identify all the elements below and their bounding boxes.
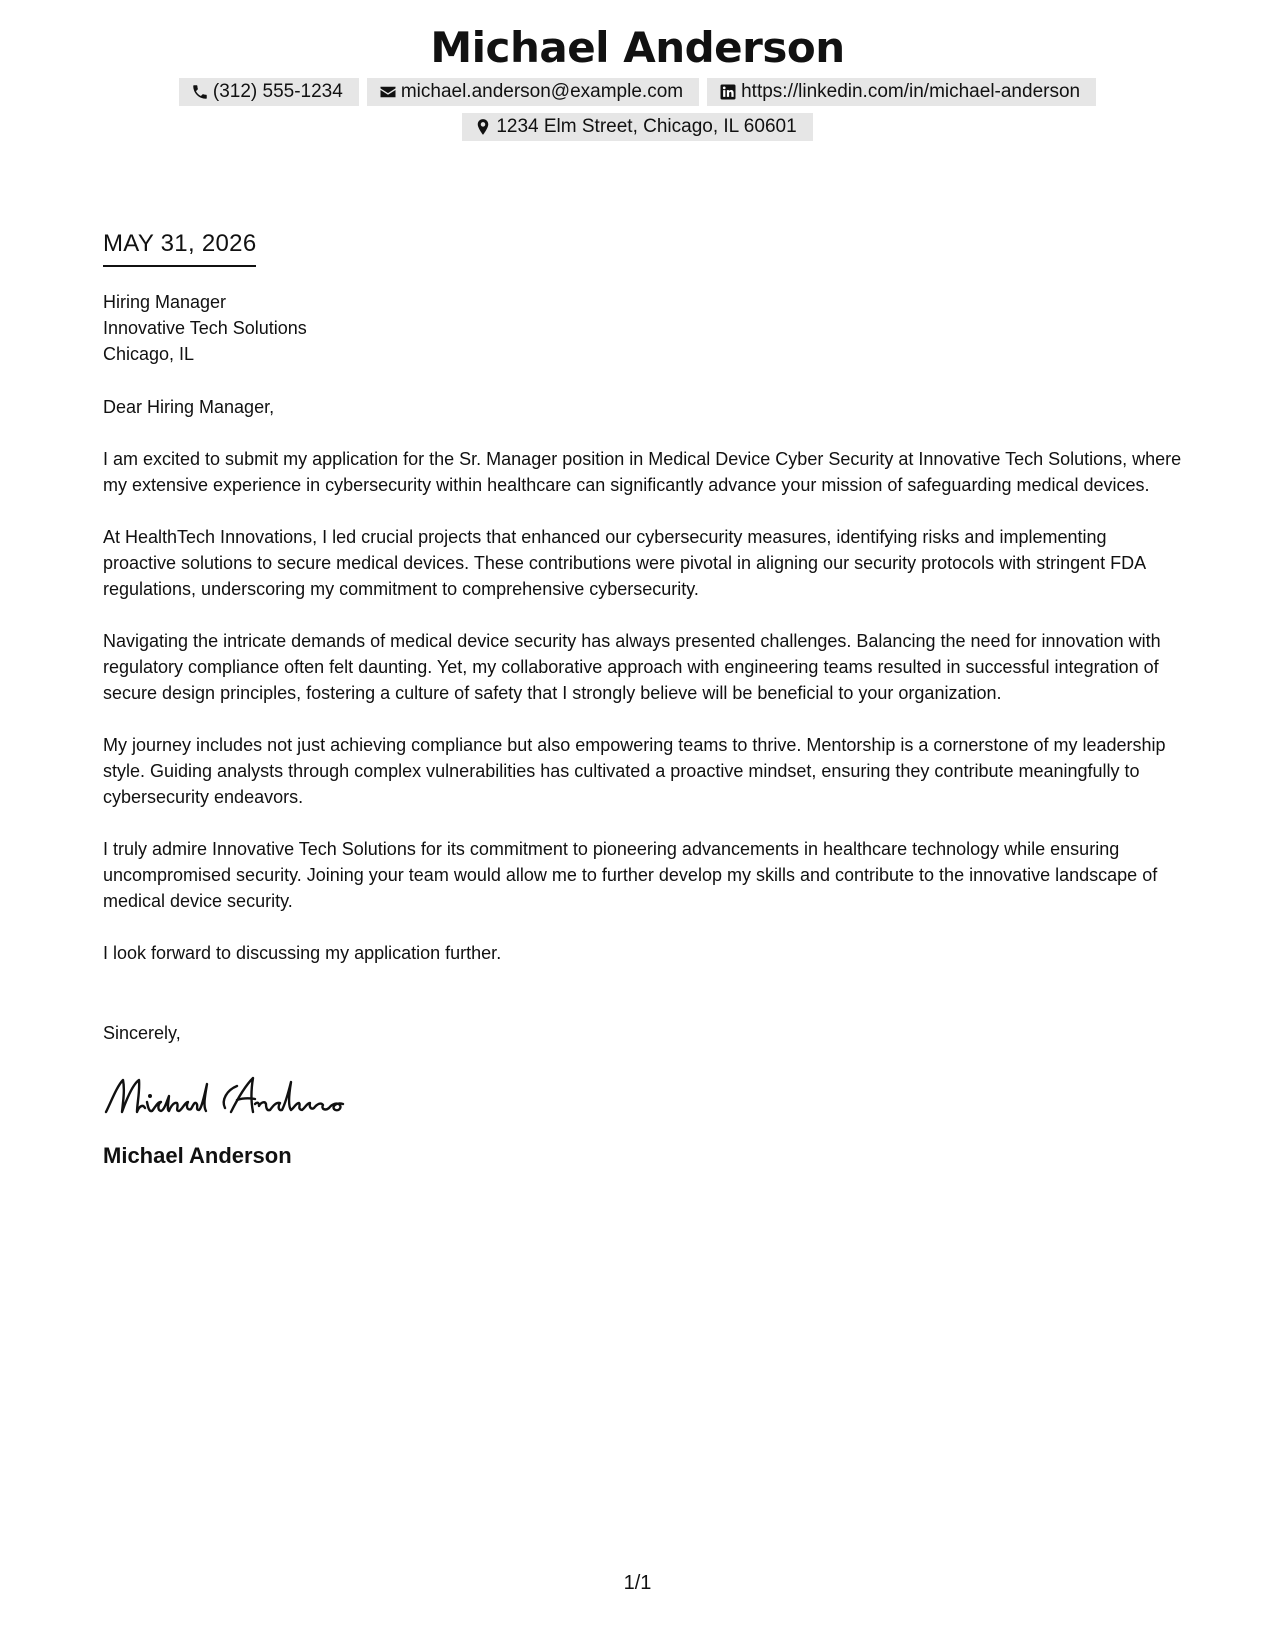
linkedin-chip[interactable] — [707, 78, 1096, 106]
phone-chip[interactable] — [179, 78, 359, 106]
phone-text: (312) 555-1234 — [212, 81, 343, 102]
sender-name: Michael Anderson — [430, 23, 845, 72]
paragraph-1: I am excited to submit my application for the Sr. Manager position in Medical Device Cyber Security at Innovative Tech Solutions, where my extensive experience in cybersecurity within healthcare can significantly advance your mission of safeguarding medical devices. — [103, 449, 1182, 495]
paragraph-2: At HealthTech Innovations, I led crucial projects that enhanced our cybersecurity measures, identifying risks and implementing proactive solutions to secure medical devices. These contributions were pivotal in aligning our security protocols with stringent FDA regulations, underscoring my commitment to comprehensive cybersecurity. — [103, 527, 1146, 599]
paragraph-6: I look forward to discussing my application further. — [103, 943, 502, 963]
recipient-location: Chicago, IL — [103, 344, 195, 364]
email-text: michael.anderson@example.com — [400, 81, 684, 102]
phone-icon — [191, 83, 209, 101]
page-number: 1/1 — [623, 1572, 652, 1594]
paragraph-3: Navigating the intricate demands of medical device security has always presented challenges. Balancing the need for innovation with regulatory compliance often felt daunting. Yet, my collaborative approach with engineering teams resulted in successful integration of secure design principles, fostering a culture of safety that I strongly believe will be beneficial to your organization. — [103, 631, 1161, 703]
salutation: Dear Hiring Manager, — [103, 397, 275, 417]
address-chip — [462, 113, 812, 141]
map-marker-icon — [474, 118, 492, 136]
letter-date: MAY 31, 2026 — [103, 228, 256, 267]
letter-body — [103, 228, 1183, 1170]
handwritten-signature — [103, 1072, 373, 1124]
recipient-company: Innovative Tech Solutions — [103, 318, 307, 338]
address-text: 1234 Elm Street, Chicago, IL 60601 — [496, 116, 797, 137]
paragraph-5: I truly admire Innovative Tech Solutions for its commitment to pioneering advancements in healthcare technology while ensuring uncompromised security. Joining your team would allow me to further develop my skills and contribute to the innovative landscape of medical device security. — [103, 839, 1158, 911]
envelope-icon — [379, 83, 397, 101]
signature — [103, 1072, 1183, 1124]
linkedin-icon — [719, 83, 737, 101]
linkedin-text: https://linkedin.com/in/michael-anderson — [741, 81, 1081, 102]
signer-name: Michael Anderson — [103, 1143, 292, 1168]
letter-header — [0, 22, 1275, 141]
email-chip[interactable] — [367, 78, 699, 106]
closing: Sincerely, — [103, 1023, 181, 1043]
paragraph-4: My journey includes not just achieving compliance but also empowering teams to thrive. Mentorship is a cornerstone of my leadership style. Guiding analysts through complex vulnerabilities has cultivated a proactive mindset, ensuring they contribute meaningfully to cybersecurity endeavors. — [103, 735, 1166, 807]
contact-row-secondary — [0, 113, 1275, 141]
recipient-block — [103, 289, 1183, 367]
recipient-title: Hiring Manager — [103, 292, 227, 312]
contact-row-primary — [0, 78, 1275, 106]
